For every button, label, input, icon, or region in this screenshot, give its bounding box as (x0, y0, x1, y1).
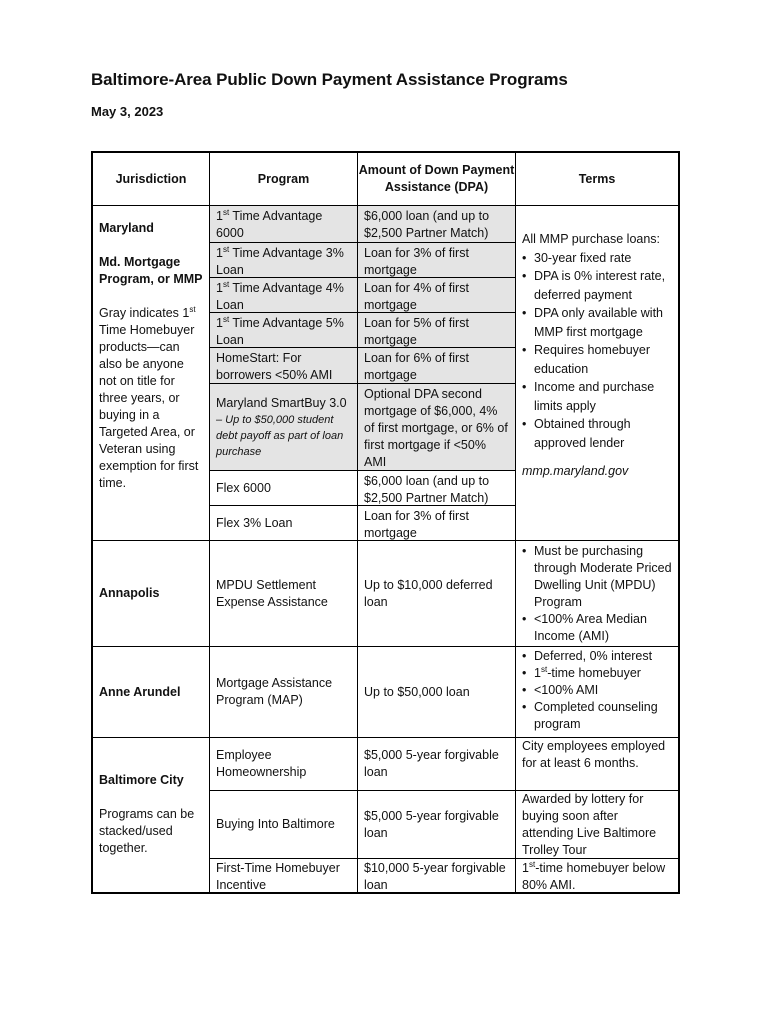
terms-anne-arundel (515, 646, 680, 738)
terms-cell: Awarded by lottery for buying soon after attending Live Baltimore Trolley Tour (515, 790, 680, 859)
list-item: • DPA only available with MMP first mortgage (522, 304, 672, 341)
header-jurisdiction: Jurisdiction (91, 151, 210, 206)
program-name: Maryland SmartBuy 3.0 (216, 395, 347, 410)
amount-cell: Up to $10,000 deferred loan (357, 540, 516, 647)
program-cell: Flex 6000 (209, 470, 358, 506)
program-cell: 1st Time Advantage 5% Loan (209, 312, 358, 348)
program-cell: MPDU Settlement Expense Assistance (209, 540, 358, 647)
list-item: • DPA is 0% interest rate, deferred payment (522, 267, 672, 304)
list-item: • Completed counseling program (522, 699, 672, 733)
jurisdiction-note: Programs can be stacked/used together. (99, 807, 195, 855)
program-cell: First-Time Homebuyer Incentive (209, 858, 358, 894)
amount-cell: $6,000 loan (and up to $2,500 Partner Match) (357, 205, 516, 243)
program-cell: 1st Time Advantage 6000 (209, 205, 358, 243)
program-cell: HomeStart: For borrowers <50% AMI (209, 347, 358, 384)
list-item: • 30-year fixed rate (522, 249, 672, 268)
program-cell: Buying Into Baltimore (209, 790, 358, 859)
program-cell: 1st Time Advantage 3% Loan (209, 242, 358, 278)
program-cell: Employee Homeownership (209, 737, 358, 791)
program-note: – Up to $50,000 student debt payoff as part of loan purchase (216, 413, 344, 458)
amount-cell: Loan for 3% of first mortgage (357, 505, 516, 541)
jurisdiction-name: Baltimore City (99, 773, 184, 787)
amount-cell: Loan for 5% of first mortgage (357, 312, 516, 348)
list-item: • Must be purchasing through Moderate Priced Dwelling Unit (MPDU) Program (522, 543, 672, 611)
terms-maryland (515, 205, 680, 541)
terms-list (522, 249, 672, 453)
program-cell: Mortgage Assistance Program (MAP) (209, 646, 358, 738)
header-terms: Terms (515, 151, 680, 206)
amount-cell: $10,000 5-year forgivable loan (357, 858, 516, 894)
jurisdiction-anne-arundel: Anne Arundel (91, 646, 210, 738)
list-item: • Income and purchase limits apply (522, 378, 672, 415)
document-title: Baltimore-Area Public Down Payment Assistance Programs (91, 70, 568, 89)
header-program: Program (209, 151, 358, 206)
amount-cell: $6,000 loan (and up to $2,500 Partner Match) (357, 470, 516, 506)
program-cell: Flex 3% Loan (209, 505, 358, 541)
website-text: mmp.maryland.gov (522, 464, 629, 478)
jurisdiction-name: Maryland (99, 221, 154, 235)
amount-cell: Loan for 6% of first mortgage (357, 347, 516, 384)
terms-cell: 1st-time homebuyer below 80% AMI. (515, 858, 680, 894)
terms-intro: All MMP purchase loans: (522, 232, 661, 246)
jurisdiction-maryland (91, 205, 210, 541)
list-item: • Requires homebuyer education (522, 341, 672, 378)
list-item: • 1st-time homebuyer (522, 665, 672, 682)
header-amount: Amount of Down Payment Assistance (DPA) (357, 151, 516, 206)
amount-cell: Loan for 4% of first mortgage (357, 277, 516, 313)
amount-cell: Optional DPA second mortgage of $6,000, 4% of first mortgage, or 6% of first mortgage if <50% AMI (357, 383, 516, 471)
terms-list (522, 648, 672, 733)
list-item: • <100% Area Median Income (AMI) (522, 611, 672, 645)
amount-cell: $5,000 5-year forgivable loan (357, 737, 516, 791)
list-item: • Obtained through approved lender (522, 415, 672, 452)
jurisdiction-note: Gray indicates 1st Time Homebuyer products—can also be anyone not on title for three years, or buying in a Targeted Area, or Veteran using exemption for first time. (99, 304, 199, 490)
amount-cell: $5,000 5-year forgivable loan (357, 790, 516, 859)
program-cell: 1st Time Advantage 4% Loan (209, 277, 358, 313)
list-item: • Deferred, 0% interest (522, 648, 672, 665)
jurisdiction-annapolis: Annapolis (91, 540, 210, 647)
amount-cell: Up to $50,000 loan (357, 646, 516, 738)
amount-cell: Loan for 3% of first mortgage (357, 242, 516, 278)
terms-list (522, 543, 672, 645)
jurisdiction-baltimore-city (91, 737, 210, 894)
terms-cell: City employees employed for at least 6 months. (515, 737, 680, 791)
program-cell (209, 383, 358, 471)
jurisdiction-subtitle: Md. Mortgage Program, or MMP (99, 255, 203, 286)
document-date: May 3, 2023 (91, 104, 164, 119)
list-item: • <100% AMI (522, 682, 672, 699)
terms-annapolis (515, 540, 680, 647)
